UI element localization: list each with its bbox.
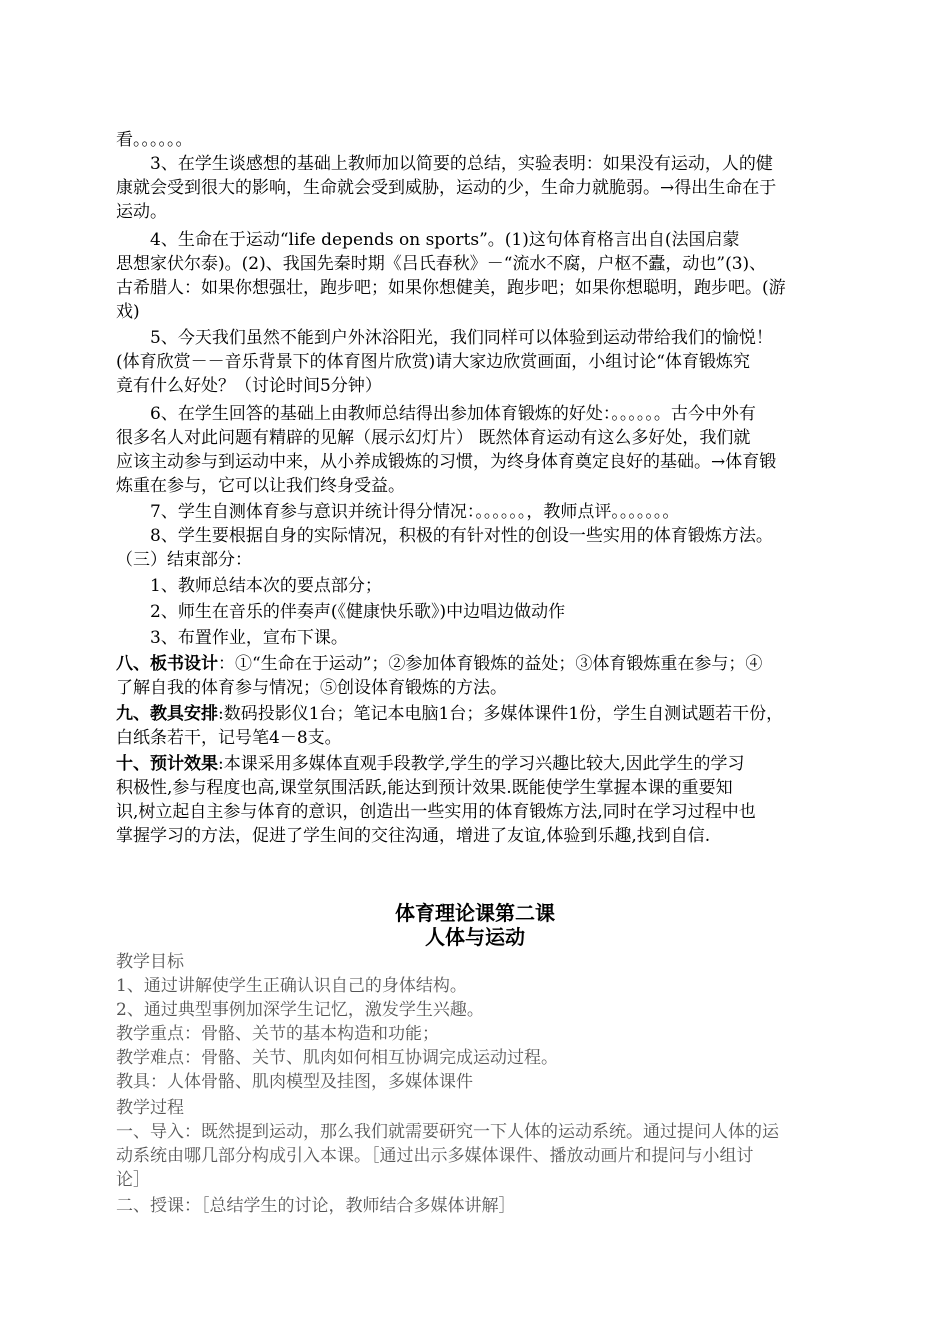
text-line: 看。。。。。。 — [116, 130, 193, 150]
paragraph-3-line-3: 运动。 — [116, 202, 167, 222]
section-8-line-2: 了解自我的体育参与情况；⑤创设体育锻炼的方法。 — [116, 678, 507, 698]
section-8-line-1 — [116, 652, 846, 676]
teaching-line: 二、授课：［总结学生的讨论，教师结合多媒体讲解］ — [116, 1196, 516, 1216]
goal-item-2: 2、通过典型事例加深学生记忆，激发学生兴趣。 — [116, 1000, 484, 1020]
paragraph-6-line-2: 很多名人对此问题有精辟的见解（展示幻灯片） 既然体育运动有这么多好处，我们就 — [116, 428, 751, 448]
key-points: 教学重点：骨骼、关节的基本构造和功能； — [116, 1024, 439, 1044]
section-10-line-2: 积极性,参与程度也高,课堂氛围活跃,能达到预计效果.既能使学生掌握本课的重要知 — [116, 778, 733, 798]
ending-item-3: 3、布置作业，宣布下课。 — [150, 628, 348, 648]
ending-item-1: 1、教师总结本次的要点部分； — [150, 576, 382, 596]
lesson-title: 体育理论课第二课 — [395, 901, 555, 925]
paragraph-5-line-2: (体育欣赏－－音乐背景下的体育图片欣赏)请大家边欣赏画面，小组讨论“体育锻炼究 — [116, 352, 750, 372]
paragraph-7: 7、学生自测体育参与意识并统计得分情况：。。。。。。，教师点评。。。。。。。 — [150, 502, 680, 522]
paragraph-8: 8、学生要根据自身的实际情况，积极的有针对性的创设一些实用的体育锻炼方法。 — [150, 526, 773, 546]
section-8-text: ：①“生命在于运动”；②参加体育锻炼的益处；③体育锻炼重在参与；④ — [218, 654, 763, 674]
paragraph-6-line-3: 应该主动参与到运动中来，从小养成锻炼的习惯，为终身体育奠定良好的基础。→体育锻 — [116, 452, 777, 472]
section-9-label: 九、教具安排 — [116, 704, 218, 724]
paragraph-6-line-4: 炼重在参与，它可以让我们终身受益。 — [116, 476, 405, 496]
section-9-line-2: 白纸条若干，记号笔4－8支。 — [116, 728, 342, 748]
paragraph-6-line-1: 6、在学生回答的基础上由教师总结得出参加体育锻炼的好处：。。。。。。古今中外有 — [150, 404, 756, 424]
ending-item-2: 2、师生在音乐的伴奏声(《健康快乐歌》)中边唱边做动作 — [150, 602, 566, 622]
paragraph-5-line-1: 5、今天我们虽然不能到户外沐浴阳光，我们同样可以体验到运动带给我们的愉悦！ — [150, 328, 773, 348]
section-10-line-1 — [116, 752, 846, 776]
intro-line-2: 动系统由哪几部分构成引入本课。［通过出示多媒体课件、播放动画片和提问与小组讨 — [116, 1146, 754, 1166]
section-10-line-4: 掌握学习的方法，促进了学生间的交往沟通，增进了友谊,体验到乐趣,找到自信. — [116, 826, 711, 846]
teaching-tools: 教具：人体骨骼、肌肉模型及挂图，多媒体课件 — [116, 1072, 473, 1092]
intro-line-3: 论］ — [116, 1170, 150, 1190]
section-9-line-1 — [116, 702, 846, 726]
paragraph-4-line-2: 思想家伏尔泰)。(2)、我国先秦时期《吕氏春秋》－“流水不腐，户枢不蠹，动也”(3)、 — [116, 254, 767, 274]
section-9-text: :数码投影仪1台；笔记本电脑1台；多媒体课件1份，学生自测试题若干份， — [218, 704, 784, 724]
lesson-subtitle: 人体与运动 — [425, 925, 525, 949]
paragraph-4-line-3: 古希腊人：如果你想强壮，跑步吧；如果你想健美，跑步吧；如果你想聪明，跑步吧。(游 — [116, 278, 786, 298]
paragraph-5-line-3: 竟有什么好处？（讨论时间5分钟） — [116, 376, 382, 396]
goals-heading: 教学目标 — [116, 952, 184, 972]
difficult-points: 教学难点：骨骼、关节、肌肉如何相互协调完成运动过程。 — [116, 1048, 558, 1068]
goal-item-1: 1、通过讲解使学生正确认识自己的身体结构。 — [116, 976, 467, 996]
paragraph-4-line-1: 4、生命在于运动“life depends on sports”。(1)这句体育格言出自(法国启蒙 — [150, 230, 740, 250]
paragraph-3-line-2: 康就会受到很大的影响，生命就会受到威胁，运动的少，生命力就脆弱。→得出生命在于 — [116, 178, 777, 198]
intro-line-1: 一、导入：既然提到运动，那么我们就需要研究一下人体的运动系统。通过提问人体的运 — [116, 1122, 779, 1142]
paragraph-4-line-4: 戏) — [116, 302, 140, 322]
section-10-line-3: 识,树立起自主参与体育的意识，创造出一些实用的体育锻炼方法,同时在学习过程中也 — [116, 802, 756, 822]
section-10-label: 十、预计效果 — [116, 754, 218, 774]
paragraph-3-line-1: 3、在学生谈感想的基础上教师加以简要的总结，实验表明：如果没有运动，人的健 — [150, 154, 773, 174]
section-8-label: 八、板书设计 — [116, 654, 218, 674]
process-heading: 教学过程 — [116, 1098, 184, 1118]
section-3-heading: （三）结束部分： — [116, 550, 252, 570]
section-10-text: :本课采用多媒体直观手段教学,学生的学习兴趣比较大,因此学生的学习 — [218, 754, 745, 774]
